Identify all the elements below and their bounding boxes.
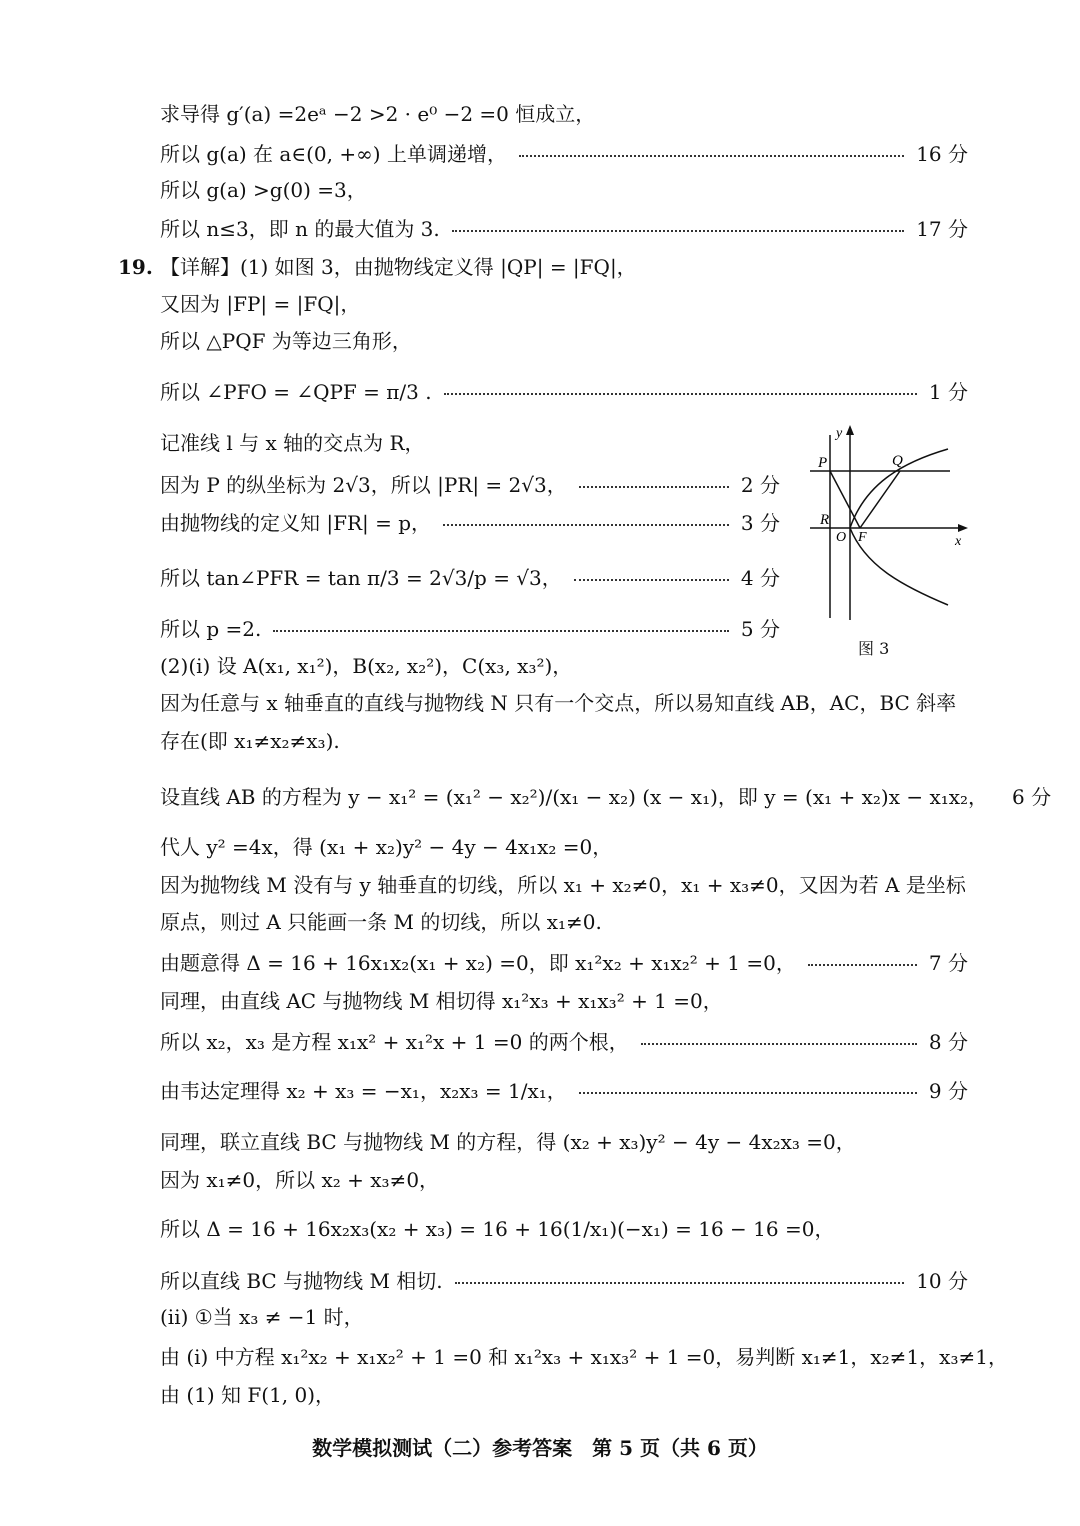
- line-27: 所以直线 BC 与抛物线 M 相切. 10 分: [160, 1265, 968, 1293]
- line-11: 所以 tan∠PFR = tan π/3 = 2√3/p = √3， 4 分: [160, 562, 780, 590]
- line-7: 所以 ∠PFO = ∠QPF = π/3 . 1 分: [160, 376, 968, 404]
- dot-leader: [579, 486, 729, 488]
- line-0: 求导得 g′(a) =2eᵃ −2 >2 · e⁰ −2 =0 恒成立，: [160, 102, 596, 126]
- fig-label-q: Q: [892, 453, 903, 469]
- dot-leader: [452, 230, 904, 232]
- score-label: 4 分: [740, 565, 780, 590]
- fig-label-o: O: [836, 530, 847, 545]
- score-label: 17 分: [916, 216, 968, 241]
- line-17: 代人 y² =4x，得 (x₁ + x₂)y² − 4y − 4x₁x₂ =0，: [160, 835, 613, 859]
- dot-leader: [455, 1282, 905, 1284]
- score-label: 3 分: [740, 510, 780, 535]
- line-5: 又因为 |FP| = |FQ|，: [160, 292, 361, 316]
- score-label: 8 分: [928, 1029, 968, 1054]
- line-15: 存在(即 x₁≠x₂≠x₃).: [160, 729, 340, 753]
- line-16: 设直线 AB 的方程为 y − x₁² = (x₁² − x₂²)/(x₁ − x₂) (x − x₁)，即 y = (x₁ + x₂)x − x₁x₂， 6 分: [160, 781, 968, 809]
- dot-leader: [808, 964, 917, 966]
- line-6: 所以 △PQF 为等边三角形，: [160, 329, 412, 353]
- page-footer: 数学模拟测试（二）参考答案 第 5 页（共 6 页）: [312, 1436, 768, 1460]
- fig-label-y: y: [836, 426, 843, 441]
- line-4: 【详解】(1) 如图 3，由抛物线定义得 |QP| = |FQ|，: [160, 255, 637, 279]
- dot-leader: [641, 1043, 917, 1045]
- line-9: 因为 P 的纵坐标为 2√3，所以 |PR| = 2√3， 2 分: [160, 469, 780, 497]
- line-14: 因为任意与 x 轴垂直的直线与抛物线 N 只有一个交点，所以易知直线 AB，AC，BC 斜率: [160, 691, 957, 715]
- score-label: 6 分: [1012, 784, 1052, 809]
- line-24: 同理，联立直线 BC 与抛物线 M 的方程，得 (x₂ + x₃)y² − 4y − 4x₂x₃ =0，: [160, 1130, 856, 1154]
- score-label: 9 分: [928, 1078, 968, 1103]
- fig-label-r: R: [820, 512, 830, 528]
- line-12: 所以 p =2. 5 分: [160, 613, 780, 641]
- line-19: 原点，则过 A 只能画一条 M 的切线，所以 x₁≠0.: [160, 910, 602, 934]
- line-26: 所以 Δ = 16 + 16x₂x₃(x₂ + x₃) = 16 + 16(1/x₁)(−x₁) = 16 − 16 =0，: [160, 1217, 835, 1241]
- score-label: 1 分: [928, 379, 968, 404]
- fig-label-x: x: [955, 534, 962, 549]
- dot-leader: [519, 155, 904, 157]
- line-23: 由韦达定理得 x₂ + x₃ = −x₁，x₂x₃ = 1/x₁， 9 分: [160, 1075, 968, 1103]
- dot-leader: [579, 1092, 917, 1094]
- dot-leader: [574, 579, 729, 581]
- line-8: 记准线 l 与 x 轴的交点为 R，: [160, 431, 425, 455]
- line-13: (2)(i) 设 A(x₁, x₁²)，B(x₂, x₂²)，C(x₃, x₃²)，: [160, 654, 573, 678]
- score-label: 16 分: [916, 141, 968, 166]
- fig-label-f: F: [858, 530, 867, 545]
- line-10: 由抛物线的定义知 |FR| = p， 3 分: [160, 507, 780, 535]
- line-22: 所以 x₂，x₃ 是方程 x₁x² + x₁²x + 1 =0 的两个根， 8 分: [160, 1026, 968, 1054]
- line-3: 所以 n≤3，即 n 的最大值为 3. 17 分: [160, 213, 968, 241]
- line-1: 所以 g(a) 在 a∈(0, +∞) 上单调递增， 16 分: [160, 138, 968, 166]
- score-label: 2 分: [740, 472, 780, 497]
- line-20: 由题意得 Δ = 16 + 16x₁x₂(x₁ + x₂) =0，即 x₁²x₂ + x₁x₂² + 1 =0， 7 分: [160, 947, 968, 975]
- line-25: 因为 x₁≠0，所以 x₂ + x₃≠0，: [160, 1168, 440, 1192]
- dot-leader: [444, 393, 917, 395]
- line-21: 同理，由直线 AC 与抛物线 M 相切得 x₁²x₃ + x₁x₃² + 1 =0，: [160, 989, 723, 1013]
- dot-leader: [273, 630, 729, 632]
- figure-caption: 图 3: [858, 639, 890, 658]
- score-label: 5 分: [740, 616, 780, 641]
- line-30: 由 (1) 知 F(1, 0)，: [160, 1383, 336, 1407]
- line-28: (ii) ①当 x₃ ≠ −1 时，: [160, 1305, 364, 1329]
- parabola-figure: [790, 425, 980, 625]
- score-label: 7 分: [928, 950, 968, 975]
- line-29: 由 (i) 中方程 x₁²x₂ + x₁x₂² + 1 =0 和 x₁²x₃ + x₁x₃² + 1 =0，易判断 x₁≠1，x₂≠1，x₃≠1，: [160, 1345, 1008, 1369]
- score-label: 10 分: [916, 1268, 968, 1293]
- fig-label-p: P: [818, 455, 828, 471]
- dot-leader: [443, 524, 729, 526]
- question-number: 19.: [118, 255, 153, 279]
- line-18: 因为抛物线 M 没有与 y 轴垂直的切线，所以 x₁ + x₂≠0，x₁ + x₃≠0，又因为若 A 是坐标: [160, 873, 966, 897]
- line-2: 所以 g(a) >g(0) =3，: [160, 178, 367, 202]
